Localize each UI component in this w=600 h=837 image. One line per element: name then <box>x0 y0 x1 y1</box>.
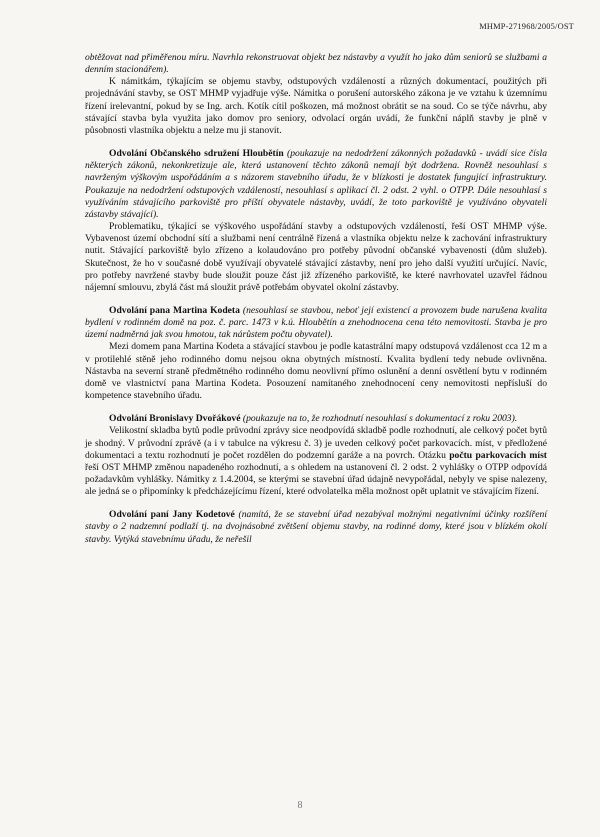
document-reference-number: MHMP-271968/2005/OST <box>479 22 574 31</box>
appeal-summary: (namítá, že se stavební úřad nezabýval možnými negativními účinky rozšíření stavby o 2 nadzemní podlaží tj. na dvojnásobné zvětšení objemu stavby, na rodinné domy, které jsou v blízkém okolí stavby. Vytýká stavebnímu úřadu, že neřešil <box>85 509 547 545</box>
appeal-heading: Odvolání Bronislavy Dvořákové <box>109 413 241 425</box>
document-body <box>85 52 547 546</box>
emphasis-parking: počtu parkovacích míst <box>449 449 547 461</box>
appeal-summary: (poukazuje na nedodržení zákonných požadavků - uvádí sice čísla některých zákonů, nekonkretizuje ale, která ustanovení těchto zákonů nemají být dodržena. Rovněž nesouhlasí s navrženým výškovým uspořádáním a s názorem stavebního úřadu, že v blízkosti je dostatek fungující infrastruktury. Poukazuje na nedodržení odstupových vzdáleností, nesouhlasí s aplikací čl. 2 odst. 2 vyhl. o OTPP. Dále nesouhlasí s využíváním stávajícího parkoviště pro příští obyvatele nástavby, uvádí, že toto parkoviště je využíváno obyvateli zástavby stávající). <box>85 148 547 220</box>
text-run: řeší OST MHMP změnou napadeného rozhodnutí, a s ohledem na ustanovení čl. 2 odst. 2 vyhlášky o OTPP odpovídá požadavkům vyhlášky. Námitky z 1.4.2004, se kterými se stavební úřad údajně nevypořádal, nebyly ve spise nalezeny, ale jedná se o připomínky k předcházejícímu řízení, které odvolatelka měla možnost opět uplatnit ve stávajícím řízení. <box>85 461 547 498</box>
paragraph-response-sdruzeni: Problematiku, týkající se výškového uspořádání stavby a odstupových vzdáleností, řeší OST MHMP výše. Vybavenost území obchodní sítí a službami není centrálně řízená a vlastníka objektu nelze k zachování infrastruktury nutit. Stávající parkoviště bylo zřízeno a kolaudováno pro potřeby původní občanské vybavenosti (dům služeb). Skutečnost, že ho v současné době využívají obyvatelé stávající zástavby, není pro jeho další využití určující. Navíc, pro potřeby navržené stavby bude sloužit pouze část již zřízeného parkoviště, ke které navrhovatel uzavřel řádnou nájemní smlouvu, zbylá část má sloužit právě potřebám obyvatel okolní zástavby. <box>85 221 547 293</box>
appeal-jana-kodetova <box>85 509 547 545</box>
appeal-heading: Odvolání Občanského sdružení Hloubětín <box>109 148 284 160</box>
paragraph-continuation: obtěžovat nad přiměřenou míru. Navrhla rekonstruovat objekt bez nástavby a využít ho jako dům seniorů se službami a denním stacionářem). <box>85 52 547 76</box>
appeal-summary: (nesouhlasí se stavbou, neboť její existencí a provozem bude narušena kvalita bydlení v rodinném domě na poz. č. parc. 1473 v k.ú. Hloubětín a znehodnocena cena této nemovitosti. Stavba je pro území nadměrná jak svou hmotou, tak nárůstem počtu obyvatel). <box>85 304 547 341</box>
appeal-bronislava-dvorakova <box>85 413 547 425</box>
paragraph-response-kodet: Mezi domem pana Martina Kodeta a stávající stavbou je podle katastrální mapy odstupová vzdálenost cca 12 m a v protilehlé stěně jeho rodinného domu nejsou okna obytných místností. Kvalita bydlení tedy nebude ovlivněna. Nástavba na severní straně předmětného rodinného domu neovlivní přímo oslunění a denní osvětlení bytu v rodinném domě ve vlastnictví pana Martina Kodeta. Posouzení namítaného znehodnocení ceny nemovitosti nepřísluší do kompetence stavebního úřadu. <box>85 341 547 402</box>
appeal-summary: (poukazuje na to, že rozhodnutí nesouhlasí s dokumentací z roku 2003). <box>240 413 518 425</box>
appeal-martin-kodet <box>85 305 547 341</box>
text-run: Velikostní skladba bytů podle průvodní zprávy sice neodpovídá skladbě podle rozhodnutí, ale celkový počet bytů je shodný. V průvodní zprávě (a i v tabulce na výkresu č. 3) je uveden celkový počet parkovacích. míst, v předložené dokumentaci a textu rozhodnutí je počet rozdělen do podzemní garáže a na povrch. Otázku <box>85 425 547 461</box>
appeal-obcanske-sdruzeni <box>85 148 547 221</box>
paragraph-response-dvorakova <box>85 425 547 498</box>
paragraph-response-kotik: K námitkám, týkajícím se objemu stavby, odstupových vzdáleností a různých dokumentací, použitých při projednávání stavby, se OST MHMP vyjadřuje výše. Námitka o porušení autorského zákona je ve vztahu k územnímu řízení irelevantní, pokud by se Ing. arch. Kotík cítil poškozen, má možnost obrátit se na soud. Co se týče návrhu, aby stávající stavba byla využita jako domov pro seniory, odvolací orgán uvádí, že funkční náplň stavby je plně v působnosti vlastníka objektu a nelze mu ji stanovit. <box>85 76 547 136</box>
page-number: 8 <box>297 800 303 811</box>
appeal-heading: Odvolání paní Jany Kodetové <box>109 509 235 521</box>
appeal-heading: Odvolání pana Martina Kodeta <box>109 304 240 316</box>
